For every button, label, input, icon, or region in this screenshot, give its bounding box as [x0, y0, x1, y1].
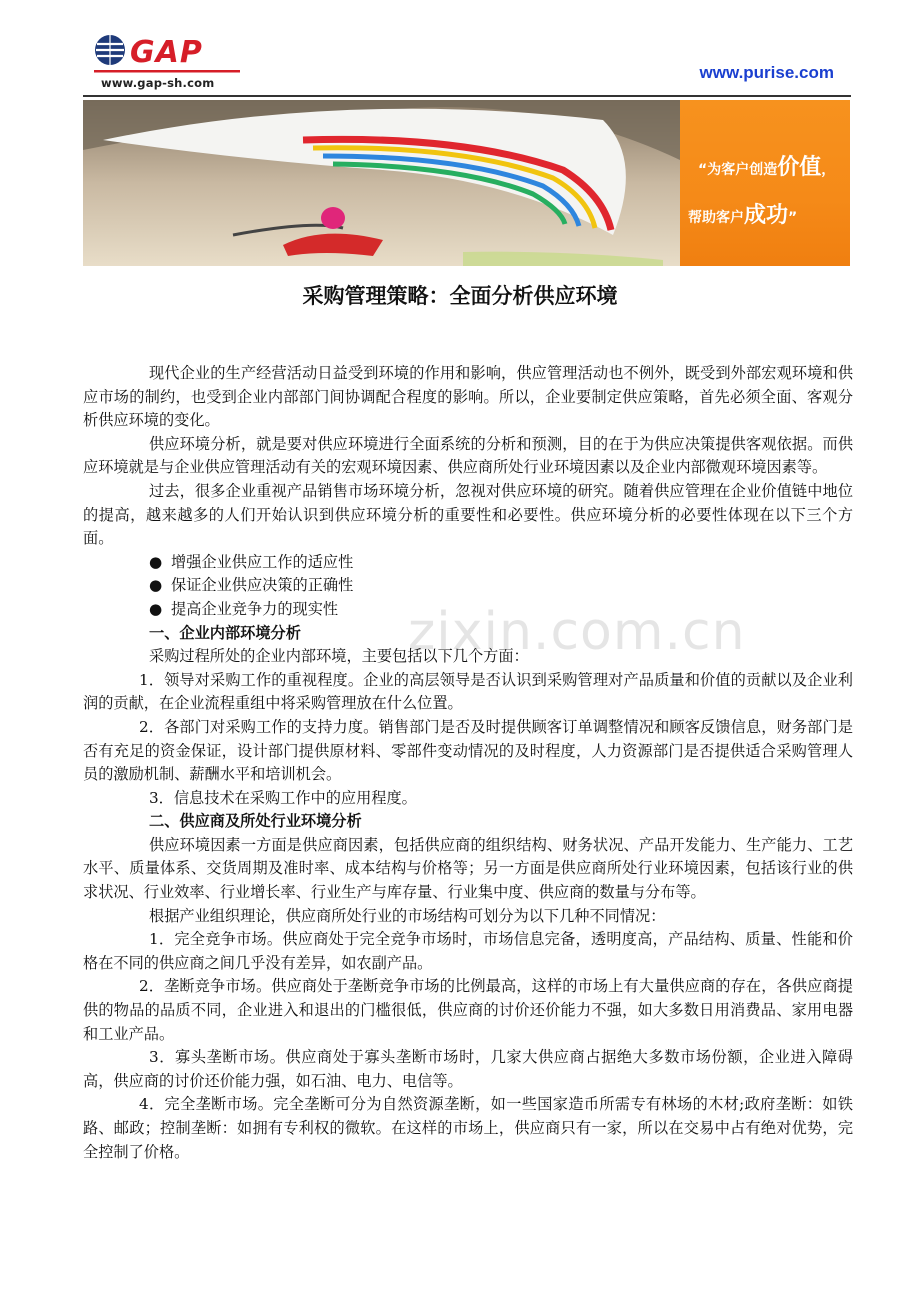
- logo-wordmark: GAP: [130, 35, 203, 70]
- document-title: 采购管理策略：全面分析供应环境: [302, 284, 618, 308]
- slogan-line-1: “为客户创造价值，: [698, 155, 836, 180]
- bullet-item: ● 提高企业竞争力的现实性: [83, 598, 853, 622]
- section-heading: 一、企业内部环境分析: [149, 623, 301, 642]
- list-item: 4．完全垄断市场。完全垄断可分为自然资源垄断，如一些国家造币所需专有林场的木材;政府垄断：如铁路、邮政；控制垄断：如拥有专利权的微软。在这样的市场上，供应商只有一家，所以在交易中占有绝对优势，完全控制了价格。: [83, 1095, 853, 1161]
- paragraph: 采购过程所处的企业内部环境，主要包括以下几个方面：: [149, 647, 529, 666]
- watermark: zixin.com.cn: [408, 602, 746, 662]
- slogan-line-2: 帮助客户成功”: [688, 203, 798, 228]
- bullet-icon: ●: [149, 576, 163, 595]
- paragraph: 供应环境因素一方面是供应商因素，包括供应商的组织结构、财务状况、产品开发能力、生产能力、工艺水平、质量体系、交货周期及准时率、成本结构与价格等；另一方面是供应商所处行业环境因素，包括该行业的供求状况、行业效率、行业增长率、行业生产与库存量、行业集中度、供应商的数量与分布等。: [83, 835, 853, 902]
- hang-glider-photo: [83, 100, 680, 266]
- list-item: 1．完全竞争市场。供应商处于完全竞争市场时，市场信息完备，透明度高，产品结构、质量、性能和价格在不同的供应商之间几乎没有差异，如农副产品。: [83, 930, 853, 972]
- list-item: 3．寡头垄断市场。供应商处于寡头垄断市场时，几家大供应商占据绝大多数市场份额，企业进入障碍高，供应商的讨价还价能力强，如石油、电力、电信等。: [83, 1048, 853, 1090]
- logo-globe-icon: [95, 35, 125, 65]
- logo-site-url: www.gap-sh.com: [101, 76, 215, 90]
- paragraph: 过去，很多企业重视产品销售市场环境分析，忽视对供应环境的研究。随着供应管理在企业价值链中地位的提高，越来越多的人们开始认识到供应环境分析的重要性和必要性。供应环境分析的必要性体现在以下三个方面。: [83, 481, 853, 548]
- list-item: 1．领导对采购工作的重视程度。企业的高层领导是否认识到采购管理对产品质量和价值的贡献以及企业利润的贡献，在企业流程重组中将采购管理放在什么位置。: [83, 670, 853, 713]
- list-item: 2．各部门对采购工作的支持力度。销售部门是否及时提供顾客订单调整情况和顾客反馈信息，财务部门是否有充足的资金保证，设计部门提供原材料、零部件变动情况的及时程度，人力资源部门是否提供适合采购管理人员的激励机制、薪酬水平和培训机会。: [83, 717, 853, 784]
- paragraph: 现代企业的生产经营活动日益受到环境的作用和影响，供应管理活动也不例外，既受到外部宏观环境和供应市场的制约，也受到企业内部部门间协调配合程度的影响。所以，企业要制定供应策略，首先必须全面、客观分析供应环境的变化。: [83, 364, 853, 430]
- bullet-item: ● 增强企业供应工作的适应性: [83, 551, 853, 575]
- section-heading: 二、供应商及所处行业环境分析: [149, 812, 362, 831]
- site-url-link[interactable]: www.purise.com: [699, 63, 834, 82]
- bullet-item: ● 保证企业供应决策的正确性: [83, 574, 853, 598]
- bullet-icon: ●: [149, 552, 163, 571]
- list-item: 2．垄断竞争市场。供应商处于垄断竞争市场的比例最高，这样的市场上有大量供应商的存在，各供应商提供的物品的品质不同，企业进入和退出的门槛很低，供应商的讨价还价能力不强，如大多数日用消费品、家用电器和工业产品。: [83, 977, 853, 1043]
- document-body: [83, 362, 853, 1164]
- header-divider: [83, 95, 851, 97]
- bullet-icon: ●: [149, 599, 163, 618]
- list-item: 3．信息技术在采购工作中的应用程度。: [149, 788, 417, 807]
- paragraph: 供应环境分析，就是要对供应环境进行全面系统的分析和预测，目的在于为供应决策提供客观依据。而供应环境就是与企业供应管理活动有关的宏观环境因素、供应商所处行业环境因素以及企业内部微观环境因素等。: [83, 434, 853, 477]
- paragraph: 根据产业组织理论，供应商所处行业的市场结构可划分为以下几种不同情况：: [149, 906, 666, 925]
- hero-banner: [83, 100, 850, 266]
- slogan-panel: [680, 100, 850, 266]
